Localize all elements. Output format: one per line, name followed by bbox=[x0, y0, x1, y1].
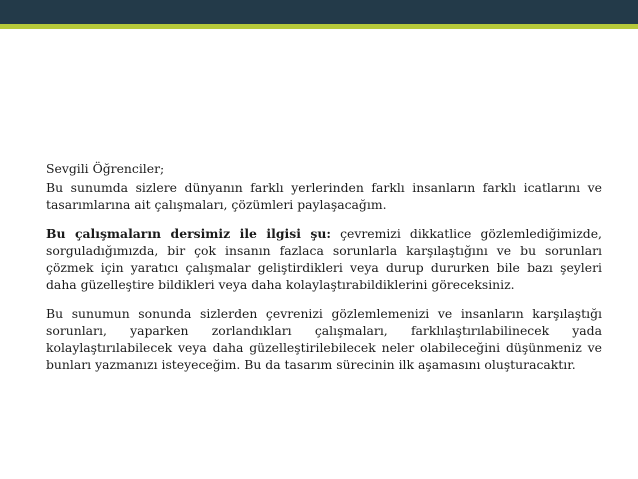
slide-body bbox=[46, 160, 602, 373]
greeting-text: Sevgili Öğrenciler; bbox=[46, 161, 165, 176]
relevance-paragraph bbox=[46, 225, 602, 293]
intro-paragraph: Bu sunumda sizlere dünyanın farklı yerlerinden farklı insanların farklı icatlarını ve tasarımlarına ait çalışmaları, çözümleri paylaşacağım. bbox=[46, 180, 602, 212]
relevance-text: çevremizi dikkatlice gözlemlediğimizde, sorguladığımızda, bir çok insanın fazlaca sorunlarla karşılaştığını ve bu sorunları çözmek için yaratıcı çalışmalar geliştirdikleri veya durup dururken bile bazı şeyleri daha güzelleştire bildikleri veya daha kolaylaştırabildiklerini göreceksiniz. bbox=[46, 226, 602, 292]
accent-stripe bbox=[0, 24, 638, 29]
header-bar bbox=[0, 0, 638, 24]
assignment-paragraph: Bu sunumun sonunda sizlerden çevrenizi gözlemlemenizi ve insanların karşılaştığı sorunları, yaparken zorlandıkları çalışmaları, farklılaştırılabilinecek yada kolaylaştırılabilecek veya daha güzelleştirilebilecek neler olabileceğini düşünmeniz ve bunları yazmanızı isteyeceğim. Bu da tasarım sürecinin ilk aşamasını oluşturacaktır. bbox=[46, 306, 602, 372]
relevance-lead: Bu çalışmaların dersimiz ile ilgisi şu: bbox=[46, 226, 331, 241]
